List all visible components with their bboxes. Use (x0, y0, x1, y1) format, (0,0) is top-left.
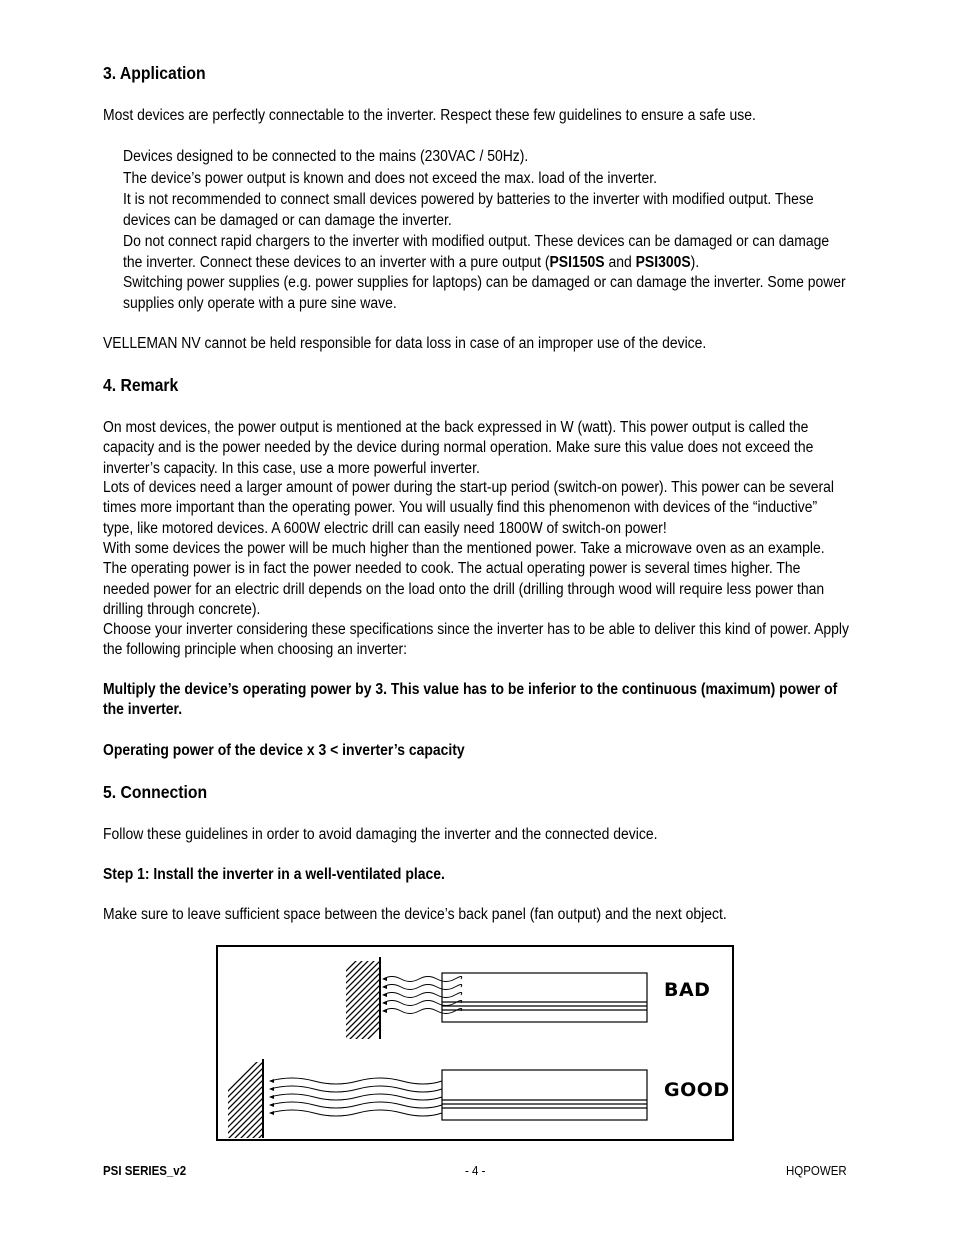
section-title-connection: 5. Connection (103, 782, 208, 802)
airflow-arrows-good (269, 1079, 274, 1115)
footer-right: HQPOWER (786, 1164, 847, 1178)
airflow-good (270, 1078, 442, 1116)
ventilation-diagram (218, 947, 732, 1139)
remark-formula: Operating power of the device x 3 < inverter’s capacity (103, 742, 465, 759)
connection-step-1-text: Make sure to leave sufficient space between the device’s back panel (fan output) and the next object. (103, 906, 727, 923)
airflow-arrows-bad (382, 977, 387, 1013)
label-good: GOOD (664, 1079, 730, 1101)
section-title-application: 3. Application (103, 63, 206, 83)
application-bullet-5: Switching power supplies (e.g. power supplies for laptops) can be damaged or can damage the inverter. Some power supplies only operate with a pure sine wave. (123, 274, 846, 312)
remark-paragraph-2: Lots of devices need a larger amount of power during the start-up period (switch-on power). This power can be several times more important than the operating power. You will usually find this phenomenon with devices of the “inductive” type, like motored devices. A 600W electric drill can easily need 1800W of switch-on power! (103, 479, 834, 537)
inverter-device-bad (442, 973, 647, 1022)
model-psi150s: PSI150S (549, 253, 605, 271)
remark-paragraph-3: With some devices the power will be much higher than the mentioned power. Take a microwave oven as an example. The operating power is in fact the power needed to cook. The actual operating power is several times higher. The needed power for an electric drill depends on the load onto the drill (drilling through wood will require less power than drilling through concrete). (103, 540, 825, 618)
remark-paragraph-1: On most devices, the power output is mentioned at the back expressed in W (watt). This power output is called the capacity and is the power needed by the device during normal operation. Make sure this value does not exceed the inverter’s capacity. In this case, use a more powerful inverter. (103, 419, 814, 477)
remark-rule: Multiply the device’s operating power by 3. This value has to be inferior to the continuous (maximum) power of the inverter. (103, 681, 838, 719)
inverter-device-good (442, 1070, 647, 1120)
connection-intro: Follow these guidelines in order to avoid damaging the inverter and the connected device. (103, 826, 658, 843)
footer-left: PSI SERIES_v2 (103, 1164, 187, 1178)
section-title-remark: 4. Remark (103, 375, 179, 395)
airflow-bad (383, 977, 462, 1014)
connection-step-1: Step 1: Install the inverter in a well-ventilated place. (103, 866, 445, 883)
application-disclaimer: VELLEMAN NV cannot be held responsible for data loss in case of an improper use of the device. (103, 335, 707, 352)
application-intro: Most devices are perfectly connectable to the inverter. Respect these few guidelines to ensure a safe use. (103, 107, 756, 124)
application-bullet-4: Do not connect rapid chargers to the inverter with modified output. These devices can be damaged or can damage the inverter. Connect these devices to an inverter with a pure output (PSI150S and PSI300S). (123, 233, 830, 271)
wall-hatch-good (218, 1047, 362, 1139)
application-bullet-3: It is not recommended to connect small devices powered by batteries to the inverter with modified output. These devices can be damaged or can damage the inverter. (123, 191, 814, 229)
footer-page-number: - 4 - (465, 1164, 486, 1178)
model-psi300s: PSI300S (635, 253, 691, 271)
wall-hatch-bad (270, 957, 450, 1047)
label-bad: BAD (664, 979, 711, 1001)
ventilation-figure (216, 945, 734, 1141)
remark-paragraph-4: Choose your inverter considering these specifications since the inverter has to be able to deliver this kind of power. Apply the following principle when choosing an inverter: (103, 621, 849, 659)
application-bullet-1: Devices designed to be connected to the mains (230VAC / 50Hz). (123, 148, 529, 165)
application-bullet-2: The device’s power output is known and does not exceed the max. load of the inverter. (123, 170, 658, 187)
